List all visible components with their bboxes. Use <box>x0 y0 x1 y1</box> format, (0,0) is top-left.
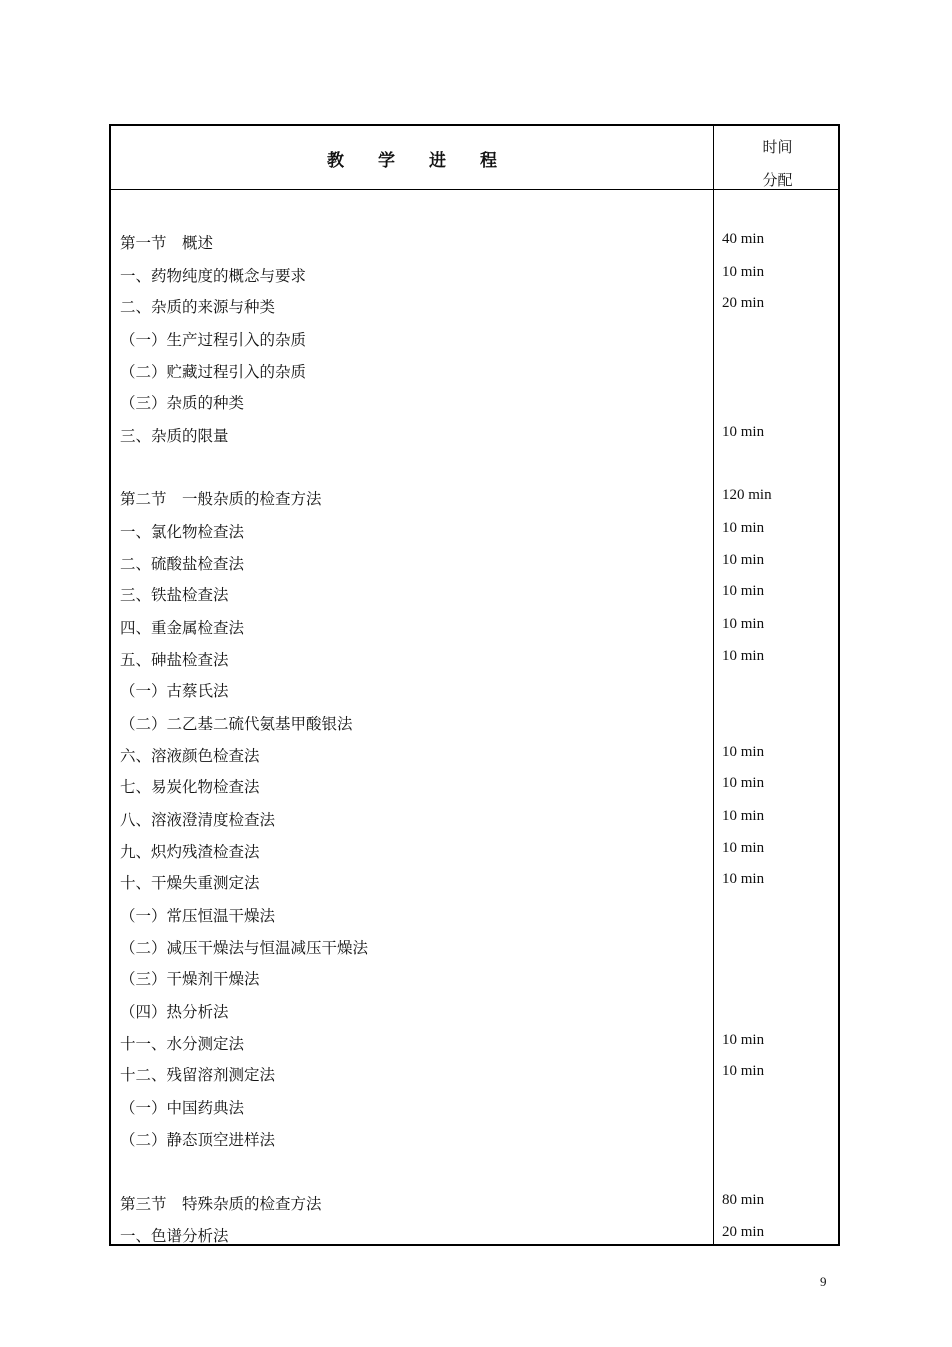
header-divider <box>111 189 838 190</box>
table-row <box>111 808 838 832</box>
row-topic: 三、杂质的限量 <box>120 427 229 445</box>
table-row <box>111 648 838 672</box>
row-topic: （三）杂质的种类 <box>120 394 245 412</box>
table-row <box>111 1063 838 1087</box>
row-time: 10 min <box>722 775 765 791</box>
table-row <box>111 328 838 352</box>
table-row <box>111 264 838 288</box>
row-time: 10 min <box>722 520 765 536</box>
row-topic: 八、溶液澄清度检查法 <box>120 811 276 829</box>
row-time: 10 min <box>722 871 765 887</box>
row-topic: （二）静态顶空进样法 <box>120 1131 276 1149</box>
table-row <box>111 295 838 319</box>
row-topic: 第三节 特殊杂质的检查方法 <box>120 1195 322 1213</box>
row-topic: （一）中国药典法 <box>120 1099 245 1117</box>
row-topic: （二）减压干燥法与恒温减压干燥法 <box>120 939 369 957</box>
row-topic: （一）生产过程引入的杂质 <box>120 331 307 349</box>
table-row <box>111 775 838 799</box>
table-header-time-line2: 分配 <box>762 171 793 189</box>
row-time: 20 min <box>722 295 765 311</box>
table-row <box>111 1192 838 1216</box>
row-time: 80 min <box>722 1192 765 1208</box>
table-row <box>111 552 838 576</box>
row-topic: （三）干燥剂干燥法 <box>120 970 260 988</box>
table-row <box>111 871 838 895</box>
table-row <box>111 679 838 703</box>
row-topic: 六、溶液颜色检查法 <box>120 747 260 765</box>
row-topic: 二、硫酸盐检查法 <box>120 555 245 573</box>
table-row <box>111 1096 838 1120</box>
row-time: 10 min <box>722 552 765 568</box>
schedule-table <box>109 124 840 1246</box>
row-topic: 十一、水分测定法 <box>120 1035 245 1053</box>
table-row <box>111 424 838 448</box>
row-time: 20 min <box>722 1224 765 1240</box>
row-topic: 一、氯化物检查法 <box>120 523 245 541</box>
table-row <box>111 583 838 607</box>
table-row <box>111 391 838 415</box>
table-row <box>111 744 838 768</box>
row-time: 10 min <box>722 1063 765 1079</box>
table-row <box>111 487 838 511</box>
row-time: 10 min <box>722 616 765 632</box>
table-row <box>111 231 838 255</box>
row-topic: 九、炽灼残渣检查法 <box>120 843 260 861</box>
row-topic: （二）贮藏过程引入的杂质 <box>120 363 307 381</box>
table-row <box>111 712 838 736</box>
row-topic: （四）热分析法 <box>120 1003 229 1021</box>
table-header-title: 教学进程 <box>327 151 531 171</box>
row-time: 10 min <box>722 264 765 280</box>
row-topic: （一）古蔡氏法 <box>120 682 229 700</box>
page-number: 9 <box>820 1274 827 1289</box>
row-time: 10 min <box>722 648 765 664</box>
table-header-time-line1: 时间 <box>762 138 793 156</box>
row-topic: 七、易炭化物检查法 <box>120 778 260 796</box>
table-row <box>111 520 838 544</box>
row-topic: 四、重金属检查法 <box>120 619 245 637</box>
row-topic: 十二、残留溶剂测定法 <box>120 1066 276 1084</box>
row-topic: （二）二乙基二硫代氨基甲酸银法 <box>120 715 353 733</box>
table-row <box>111 360 838 384</box>
row-time: 10 min <box>722 583 765 599</box>
row-topic: 一、药物纯度的概念与要求 <box>120 267 307 285</box>
table-row <box>111 616 838 640</box>
row-topic: 五、砷盐检查法 <box>120 651 229 669</box>
table-row <box>111 1128 838 1152</box>
row-time: 10 min <box>722 744 765 760</box>
row-time: 10 min <box>722 1032 765 1048</box>
row-topic: 三、铁盐检查法 <box>120 586 229 604</box>
row-time: 10 min <box>722 424 765 440</box>
table-row <box>111 904 838 928</box>
table-row <box>111 1000 838 1024</box>
row-time: 10 min <box>722 808 765 824</box>
table-row <box>111 936 838 960</box>
row-time: 120 min <box>722 487 772 503</box>
row-time: 40 min <box>722 231 765 247</box>
table-row <box>111 1224 838 1248</box>
row-topic: 十、干燥失重测定法 <box>120 874 260 892</box>
row-topic: 第二节 一般杂质的检查方法 <box>120 490 322 508</box>
row-topic: 一、色谱分析法 <box>120 1227 229 1245</box>
row-topic: （一）常压恒温干燥法 <box>120 907 276 925</box>
table-row <box>111 840 838 864</box>
table-row <box>111 1032 838 1056</box>
row-topic: 第一节 概述 <box>120 234 214 252</box>
table-row <box>111 967 838 991</box>
row-topic: 二、杂质的来源与种类 <box>120 298 276 316</box>
row-time: 10 min <box>722 840 765 856</box>
